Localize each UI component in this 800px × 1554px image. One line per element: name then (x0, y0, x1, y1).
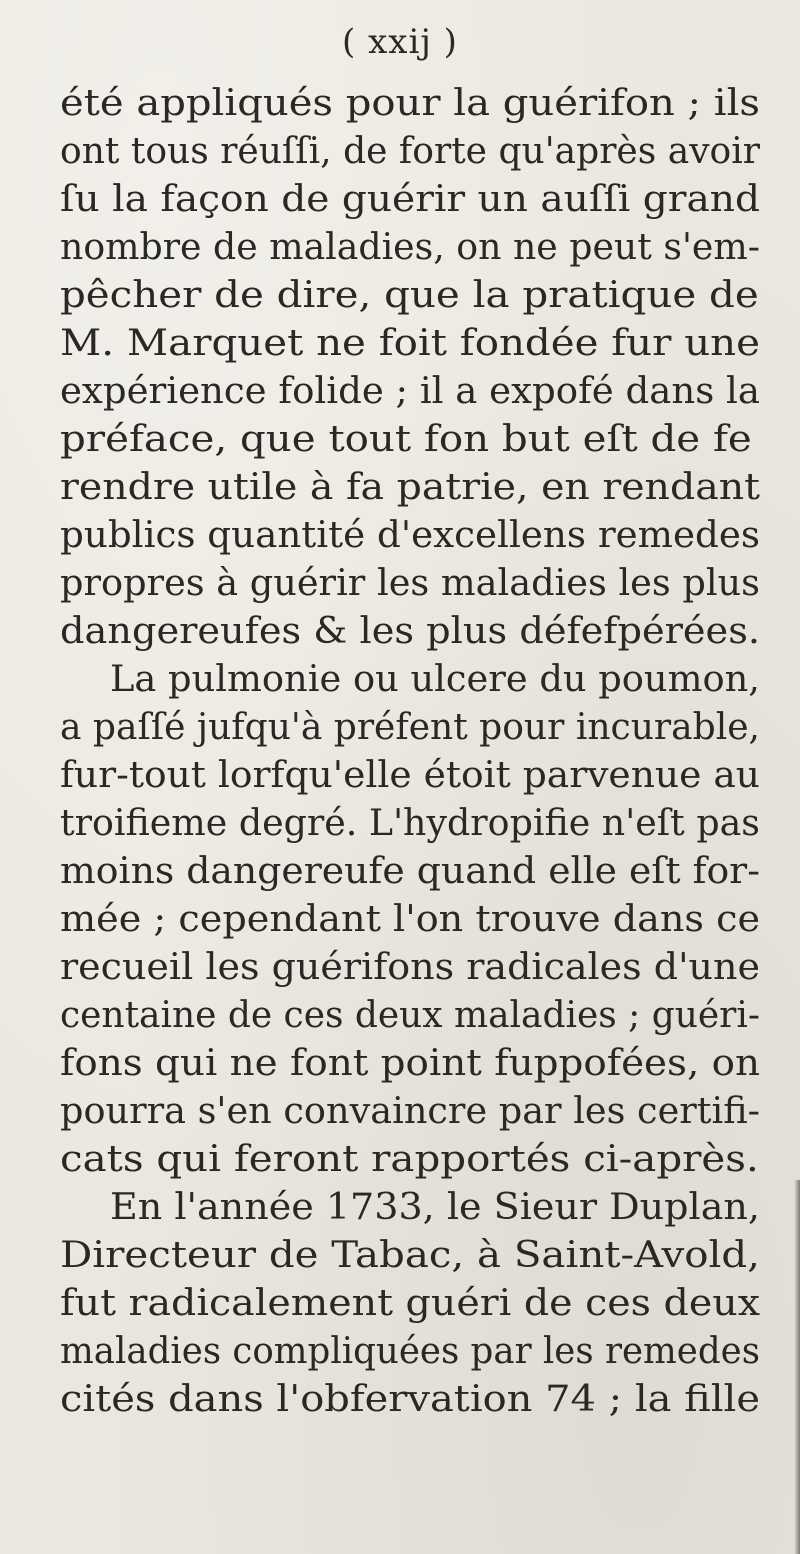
text-line: publics quantité d'excellens remedes (60, 515, 761, 556)
text-line: expérience folide ; il a expofé dans la (60, 371, 760, 412)
text-line: cats qui feront rapportés ci-après. (60, 1139, 759, 1180)
text-line: moins dangereufe quand elle eſt for- (60, 851, 760, 892)
text-line: fut radicalement guéri de ces deux (60, 1283, 761, 1324)
text-line: troifieme degré. L'hydropifie n'eſt pas (60, 803, 760, 844)
page-edge-shadow (794, 1180, 800, 1554)
text-line: préface, que tout fon but eſt de fe (60, 419, 752, 460)
text-line: pêcher de dire, que la pratique de (60, 275, 759, 316)
text-line: pourra s'en convaincre par les certifi- (60, 1091, 761, 1132)
text-line: mée ; cependant l'on trouve dans ce (60, 899, 761, 940)
text-line: maladies compliquées par les remedes (60, 1331, 760, 1372)
text-line: Directeur de Tabac, à Saint-Avold, (60, 1235, 760, 1276)
text-line: rendre utile à fa patrie, en rendant (60, 467, 760, 508)
text-line: fons qui ne font point fuppofées, on (60, 1043, 761, 1084)
text-line: recueil les guérifons radicales d'une (60, 947, 761, 988)
page-header: ( xxij ) (342, 22, 458, 62)
text-line: cités dans l'obfervation 74 ; la fille (60, 1379, 760, 1420)
text-line: nombre de maladies, on ne peut s'em- (60, 227, 760, 268)
text-line: M. Marquet ne foit fondée fur une (60, 323, 760, 364)
text-line: ont tous réuſſi, de forte qu'après avoir (60, 131, 761, 172)
text-line: centaine de ces deux maladies ; guéri- (60, 995, 761, 1036)
text-line: La pulmonie ou ulcere du poumon, (110, 659, 761, 700)
text-line: ſu la façon de guérir un auſſi grand (60, 179, 761, 220)
text-line: En l'année 1733, le Sieur Duplan, (110, 1187, 760, 1228)
text-line: a paſſé jufqu'à préfent pour incurable, (60, 707, 761, 748)
text-line: fur-tout lorfqu'elle étoit parvenue au (60, 755, 760, 796)
text-line: dangereufes & les plus défefpérées. (60, 611, 761, 652)
text-line: propres à guérir les maladies les plus (60, 563, 760, 604)
text-line: été appliqués pour la guérifon ; ils (60, 83, 761, 124)
